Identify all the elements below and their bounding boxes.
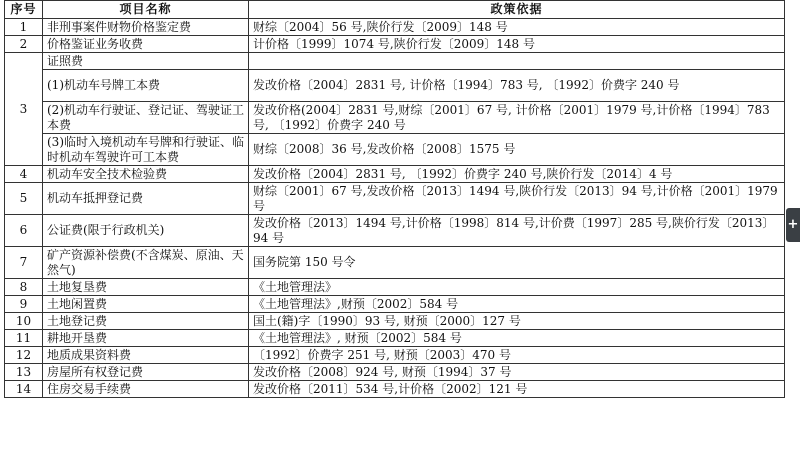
subrow-policy-basis: 发改价格〔2004〕2831 号, 计价格〔1994〕783 号, 〔1992〕价费字 240 号 xyxy=(249,70,785,102)
row-index: 7 xyxy=(5,247,43,279)
row-policy-basis: 财综〔2001〕67 号,发改价格〔2013〕1494 号,陕价行发〔2013〕94 号,计价格〔2001〕1979 号 xyxy=(249,183,785,215)
table-row xyxy=(5,247,785,279)
header-index: 序号 xyxy=(5,1,43,19)
subrow-item-name: (3)临时入境机动车号牌和行驶证、临时机动车驾驶许可工本费 xyxy=(43,134,249,166)
row-item-name: 土地闲置费 xyxy=(43,296,249,313)
table-row xyxy=(5,381,785,398)
table-row xyxy=(5,279,785,296)
row-policy-basis: 《土地管理法》, 财预〔2002〕584 号 xyxy=(249,330,785,347)
table-subrow xyxy=(5,70,785,102)
table-row xyxy=(5,313,785,330)
row-index: 9 xyxy=(5,296,43,313)
table-header-row xyxy=(5,1,785,19)
row-item-name: 价格鉴证业务收费 xyxy=(43,36,249,53)
table-row xyxy=(5,296,785,313)
row-item-name: 住房交易手续费 xyxy=(43,381,249,398)
table-row xyxy=(5,19,785,36)
subrow-policy-basis: 发改价格(2004〕2831 号,财综〔2001〕67 号, 计价格〔2001〕1979 号,计价格〔1994〕783 号, 〔1992〕价费字 240 号 xyxy=(249,102,785,134)
row-index: 13 xyxy=(5,364,43,381)
row-group-label: 证照费 xyxy=(43,53,249,70)
row-index: 8 xyxy=(5,279,43,296)
row-index: 2 xyxy=(5,36,43,53)
row-index: 11 xyxy=(5,330,43,347)
row-policy-basis: 《土地管理法》 xyxy=(249,279,785,296)
table-row-group-header xyxy=(5,53,785,70)
row-policy-basis: 发改价格〔2011〕534 号,计价格〔2002〕121 号 xyxy=(249,381,785,398)
row-policy-basis: 国务院第 150 号令 xyxy=(249,247,785,279)
header-policy-basis: 政策依据 xyxy=(249,1,785,19)
policy-fee-table xyxy=(4,0,785,398)
row-item-name: 房屋所有权登记费 xyxy=(43,364,249,381)
row-index: 1 xyxy=(5,19,43,36)
header-item-name: 项目名称 xyxy=(43,1,249,19)
row-policy-basis: 发改价格〔2013〕1494 号,计价格〔1998〕814 号,计价费〔1997〕285 号,陕价行发〔2013〕94 号 xyxy=(249,215,785,247)
table-row xyxy=(5,364,785,381)
row-policy-basis: 计价格〔1999〕1074 号,陕价行发〔2009〕148 号 xyxy=(249,36,785,53)
row-item-name: 非刑事案件财物价格鉴定费 xyxy=(43,19,249,36)
table-row xyxy=(5,183,785,215)
row-policy-basis: 国土(籍)字〔1990〕93 号, 财预〔2000〕127 号 xyxy=(249,313,785,330)
row-policy-basis: 〔1992〕价费字 251 号, 财预〔2003〕470 号 xyxy=(249,347,785,364)
row-item-name: 土地复垦费 xyxy=(43,279,249,296)
subrow-policy-basis: 财综〔2008〕36 号,发改价格〔2008〕1575 号 xyxy=(249,134,785,166)
row-item-name: 机动车抵押登记费 xyxy=(43,183,249,215)
row-index: 10 xyxy=(5,313,43,330)
row-policy-basis: 发改价格〔2008〕924 号, 财预〔1994〕37 号 xyxy=(249,364,785,381)
table-row xyxy=(5,36,785,53)
row-policy-basis: 发改价格〔2004〕2831 号, 〔1992〕价费字 240 号,陕价行发〔2014〕4 号 xyxy=(249,166,785,183)
row-policy-basis-empty xyxy=(249,53,785,70)
table-row xyxy=(5,215,785,247)
row-item-name: 公证费(限于行政机关) xyxy=(43,215,249,247)
row-index: 3 xyxy=(5,53,43,166)
subrow-item-name: (1)机动车号牌工本费 xyxy=(43,70,249,102)
row-index: 6 xyxy=(5,215,43,247)
row-item-name: 地质成果资料费 xyxy=(43,347,249,364)
row-index: 12 xyxy=(5,347,43,364)
table-row xyxy=(5,347,785,364)
row-index: 4 xyxy=(5,166,43,183)
row-item-name: 土地登记费 xyxy=(43,313,249,330)
subrow-item-name: (2)机动车行驶证、登记证、驾驶证工本费 xyxy=(43,102,249,134)
row-index: 5 xyxy=(5,183,43,215)
side-expand-tab[interactable] xyxy=(786,208,800,242)
table-row xyxy=(5,330,785,347)
table-subrow xyxy=(5,134,785,166)
plus-icon: + xyxy=(787,217,799,232)
table-subrow xyxy=(5,102,785,134)
row-policy-basis: 财综〔2004〕56 号,陕价行发〔2009〕148 号 xyxy=(249,19,785,36)
table-row xyxy=(5,166,785,183)
row-item-name: 机动车安全技术检验费 xyxy=(43,166,249,183)
row-index: 14 xyxy=(5,381,43,398)
row-item-name: 耕地开垦费 xyxy=(43,330,249,347)
row-item-name: 矿产资源补偿费(不含煤炭、原油、天然气) xyxy=(43,247,249,279)
row-policy-basis: 《土地管理法》,财预〔2002〕584 号 xyxy=(249,296,785,313)
